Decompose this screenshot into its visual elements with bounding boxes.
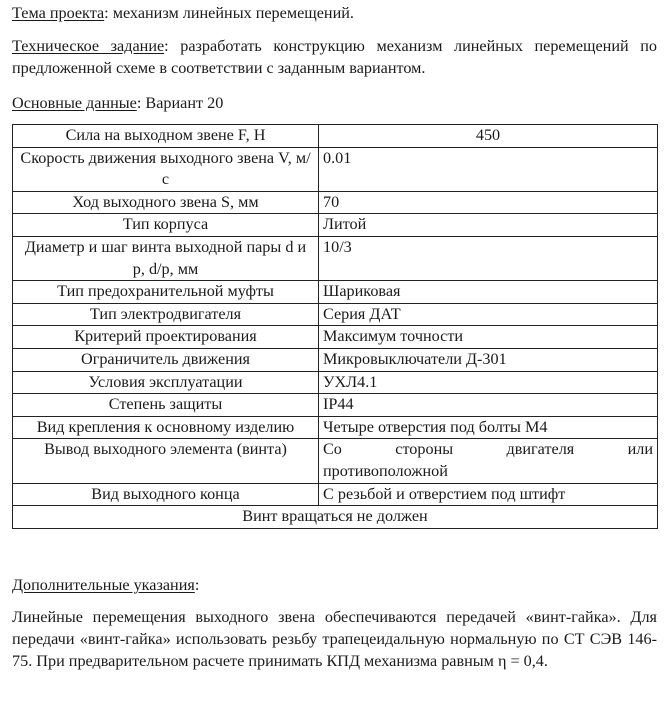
task-label: Техническое задание (12, 37, 165, 55)
value-cell: 10/3 (319, 236, 658, 280)
additional-heading (12, 574, 199, 596)
param-cell: Критерий проектирования (13, 326, 319, 349)
value-cell: IP44 (319, 394, 658, 417)
topic-value: механизм линейных перемещений. (108, 4, 354, 22)
value-line-1 (323, 439, 653, 461)
param-cell: Вид крепления к основному изделию (13, 416, 319, 439)
basic-data-line (12, 92, 223, 114)
param-cell: Тип корпуса (13, 214, 319, 237)
value-cell: Серия ДАТ (319, 303, 658, 326)
table-row (13, 326, 658, 349)
topic-sep: : (104, 4, 109, 22)
value-cell: Четыре отверстия под болты М4 (319, 416, 658, 439)
spec-table (12, 124, 658, 529)
table-row (13, 394, 658, 417)
value-cell: 0.01 (319, 147, 658, 191)
task-paragraph (12, 35, 657, 79)
table-row (13, 214, 658, 237)
param-cell: Условия эксплуатации (13, 371, 319, 394)
param-cell: Ход выходного звена S, мм (13, 191, 319, 214)
param-cell: Степень защиты (13, 394, 319, 417)
table-row (13, 439, 658, 483)
value-cell: Максимум точности (319, 326, 658, 349)
param-cell: Тип предохранительной муфты (13, 281, 319, 304)
value-word: или (627, 440, 653, 459)
topic-line (12, 2, 354, 24)
basic-label: Основные данные (12, 94, 137, 112)
value-word: стороны (395, 440, 454, 459)
param-cell: Вывод выходного элемента (винта) (13, 439, 319, 483)
table-row (13, 371, 658, 394)
basic-value: Вариант 20 (141, 94, 224, 112)
value-cell: Шариковая (319, 281, 658, 304)
table-row (13, 483, 658, 506)
value-word: двигателя (506, 440, 575, 459)
table-row (13, 191, 658, 214)
task-text: разработать конструкцию механизм линейных перемещений по предложенной схеме в соответствии с заданным вариантом. (12, 37, 657, 77)
additional-sep: : (194, 576, 200, 594)
table-row (13, 236, 658, 280)
value-cell: 450 (319, 125, 658, 148)
value-cell: С резьбой и отверстием под штифт (319, 483, 658, 506)
basic-sep: : (136, 94, 142, 112)
table-row (13, 125, 658, 148)
table-row (13, 416, 658, 439)
param-cell: Сила на выходном звене F, Н (13, 125, 319, 148)
value-word: Со (323, 440, 342, 459)
param-cell: Диаметр и шаг винта выходной пары d и p, d/p, мм (13, 236, 319, 280)
table-row (13, 348, 658, 371)
task-sep: : (164, 37, 169, 55)
value-cell: УХЛ4.1 (319, 371, 658, 394)
value-cell: Микровыключатели Д-301 (319, 348, 658, 371)
table-footer-note: Винт вращаться не должен (13, 506, 658, 529)
param-cell: Тип электродвигателя (13, 303, 319, 326)
param-cell: Скорость движения выходного звена V, м/с (13, 147, 319, 191)
table-row (13, 303, 658, 326)
value-cell: Литой (319, 214, 658, 237)
value-line-2: противоположной (323, 461, 448, 480)
param-cell: Ограничитель движения (13, 348, 319, 371)
table-row (13, 147, 658, 191)
additional-paragraph: Линейные перемещения выходного звена обеспечиваются передачей «винт-гайка». Для передачи «винт-гайка» использовать резьбу трапецеидальную нормальную по СТ СЭВ 146-75. При предварительном расчете принимать КПД механизма равным η = 0,4. (12, 608, 657, 670)
table-row (13, 281, 658, 304)
value-cell (319, 439, 658, 483)
additional-label: Дополнительные указания (12, 576, 195, 594)
param-cell: Вид выходного конца (13, 483, 319, 506)
topic-label: Тема проекта (12, 4, 105, 22)
value-cell: 70 (319, 191, 658, 214)
table-footer-row (13, 506, 658, 529)
